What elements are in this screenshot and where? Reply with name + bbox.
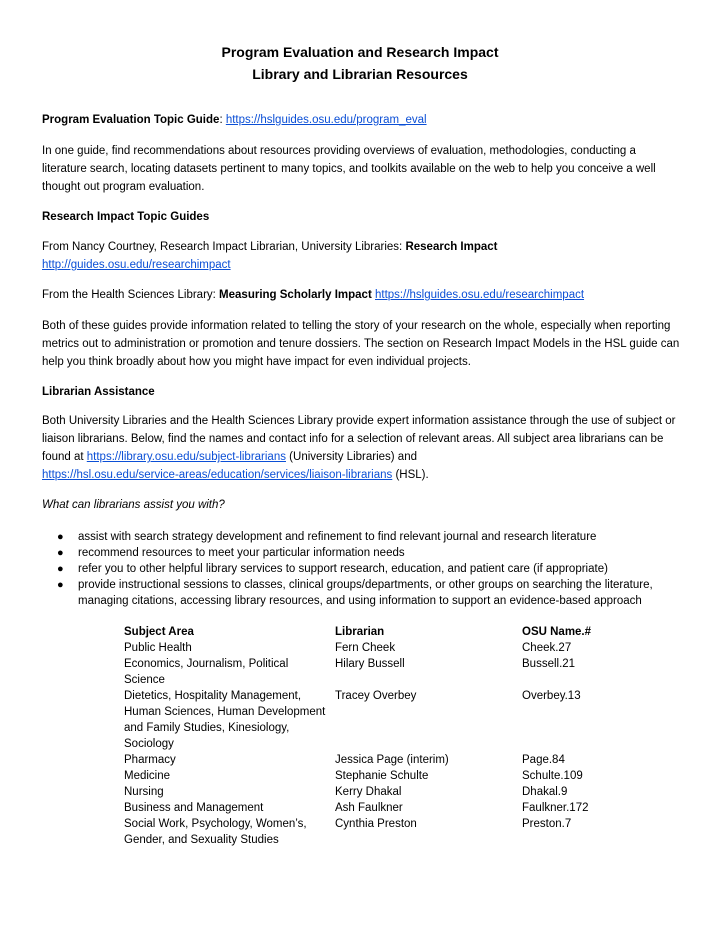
subject-area-cell: Business and Management <box>124 802 264 814</box>
osu-name-cell: Dhakal.9 <box>522 786 568 798</box>
list-item <box>42 577 682 609</box>
osu-name-cell: Cheek.27 <box>522 642 572 654</box>
courtney-prefix: From Nancy Courtney, Research Impact Librarian, University Libraries: <box>42 241 406 253</box>
bullet-icon: ● <box>57 579 64 591</box>
bullet-text: provide instructional sessions to classes, clinical groups/departments, or other groups on searching the literature, managing citations, accessing library resources, and using information to support an evidence-based approach <box>78 579 653 607</box>
librarians-table <box>120 624 638 848</box>
osu-name-cell: Schulte.109 <box>522 770 583 782</box>
subject-area-header: Subject Area <box>124 626 194 638</box>
osu-name-cell: Bussell.21 <box>522 658 576 670</box>
table-row <box>120 752 638 768</box>
librarian-cell: Kerry Dhakal <box>335 786 402 798</box>
librarian-cell: Ash Faulkner <box>335 802 403 814</box>
osu-name-cell: Faulkner.172 <box>522 802 589 814</box>
program-eval-line <box>42 111 682 129</box>
osu-name-header: OSU Name.# <box>522 626 592 638</box>
bullet-text: assist with search strategy development and refinement to find relevant journal and research literature <box>78 531 597 543</box>
assist-bullet-list <box>42 529 682 609</box>
table-row <box>120 656 638 688</box>
subject-area-cell: Pharmacy <box>124 754 176 766</box>
assist-question: What can librarians assist you with? <box>42 499 225 511</box>
program-eval-separator: : <box>219 114 226 126</box>
table-row <box>120 640 638 656</box>
courtney-guide-link[interactable]: http://guides.osu.edu/researchimpact <box>42 259 231 271</box>
courtney-guide-paragraph <box>42 238 682 274</box>
table-row <box>120 784 638 800</box>
librarian-cell: Tracey Overbey <box>335 690 417 702</box>
assistance-intro-text: Both University Libraries and the Health Sciences Library provide expert information assistance through the use of subject or liaison librarians. Below, find the names and contact info for a selection of relevant areas. All subject area librarians can be found at <box>42 415 676 463</box>
subject-area-cell: Dietetics, Hospitality Management, Human Sciences, Human Development and Family Studies, Kinesiology, Sociology <box>124 690 326 750</box>
program-eval-label: Program Evaluation Topic Guide <box>42 114 220 126</box>
ul-suffix: (University Libraries) and <box>285 451 417 463</box>
program-eval-link[interactable]: https://hslguides.osu.edu/program_eval <box>225 114 427 126</box>
research-impact-heading: Research Impact Topic Guides <box>42 211 210 223</box>
hsl-guide-paragraph <box>42 286 682 304</box>
librarian-cell: Jessica Page (interim) <box>335 754 449 766</box>
hsl-prefix: From the Health Sciences Library: <box>42 289 220 301</box>
librarian-cell: Stephanie Schulte <box>335 770 429 782</box>
bullet-text: recommend resources to meet your particular information needs <box>78 547 405 559</box>
research-impact-summary: Both of these guides provide information related to telling the story of your research on the whole, especially when reporting metrics out to administration or promotion and tenure dossiers. The section on Research Impact Models in the HSL guide can help you think broadly about how you might have impact for even individual projects. <box>42 320 680 368</box>
liaison-librarians-link[interactable]: https://hsl.osu.edu/service-areas/education/services/liaison-librarians <box>42 469 393 481</box>
list-item <box>42 545 682 561</box>
librarian-cell: Fern Cheek <box>335 642 396 654</box>
osu-name-cell: Overbey.13 <box>522 690 581 702</box>
bullet-icon: ● <box>57 531 64 543</box>
bullet-text: refer you to other helpful library services to support research, education, and patient care (if appropriate) <box>78 563 608 575</box>
librarian-cell: Cynthia Preston <box>335 818 417 830</box>
osu-name-cell: Preston.7 <box>522 818 572 830</box>
hsl-suffix: (HSL). <box>392 469 429 481</box>
hsl-guide-title: Measuring Scholarly Impact <box>219 289 372 301</box>
bullet-icon: ● <box>57 547 64 559</box>
table-row <box>120 816 638 848</box>
table-header-row <box>120 624 638 640</box>
librarian-assistance-intro <box>42 412 682 484</box>
table-row <box>120 688 638 752</box>
librarian-assistance-heading: Librarian Assistance <box>42 386 155 398</box>
courtney-guide-title: Research Impact <box>405 241 498 253</box>
librarian-header: Librarian <box>335 626 385 638</box>
subject-area-cell: Medicine <box>124 770 171 782</box>
table-row <box>120 768 638 784</box>
subject-area-cell: Nursing <box>124 786 164 798</box>
list-item <box>42 561 682 577</box>
subject-area-cell: Economics, Journalism, Political Science <box>124 658 289 686</box>
subject-area-cell: Public Health <box>124 642 192 654</box>
subject-area-cell: Social Work, Psychology, Women’s, Gender, and Sexuality Studies <box>124 818 307 846</box>
page-subtitle: Library and Librarian Resources <box>252 66 468 82</box>
table-row <box>120 800 638 816</box>
bullet-icon: ● <box>57 563 64 575</box>
librarian-cell: Hilary Bussell <box>335 658 405 670</box>
page-title: Program Evaluation and Research Impact <box>221 44 499 60</box>
hsl-guide-link[interactable]: https://hslguides.osu.edu/researchimpact <box>375 289 585 301</box>
subject-librarians-link[interactable]: https://library.osu.edu/subject-librarians <box>86 451 286 463</box>
osu-name-cell: Page.84 <box>522 754 565 766</box>
list-item <box>42 529 682 545</box>
program-eval-description: In one guide, find recommendations about resources providing overviews of evaluation, methodologies, conducting a literature search, locating datasets pertinent to many topics, and toolkits available on the web to help you conceive a well thought out program evaluation. <box>42 145 656 193</box>
